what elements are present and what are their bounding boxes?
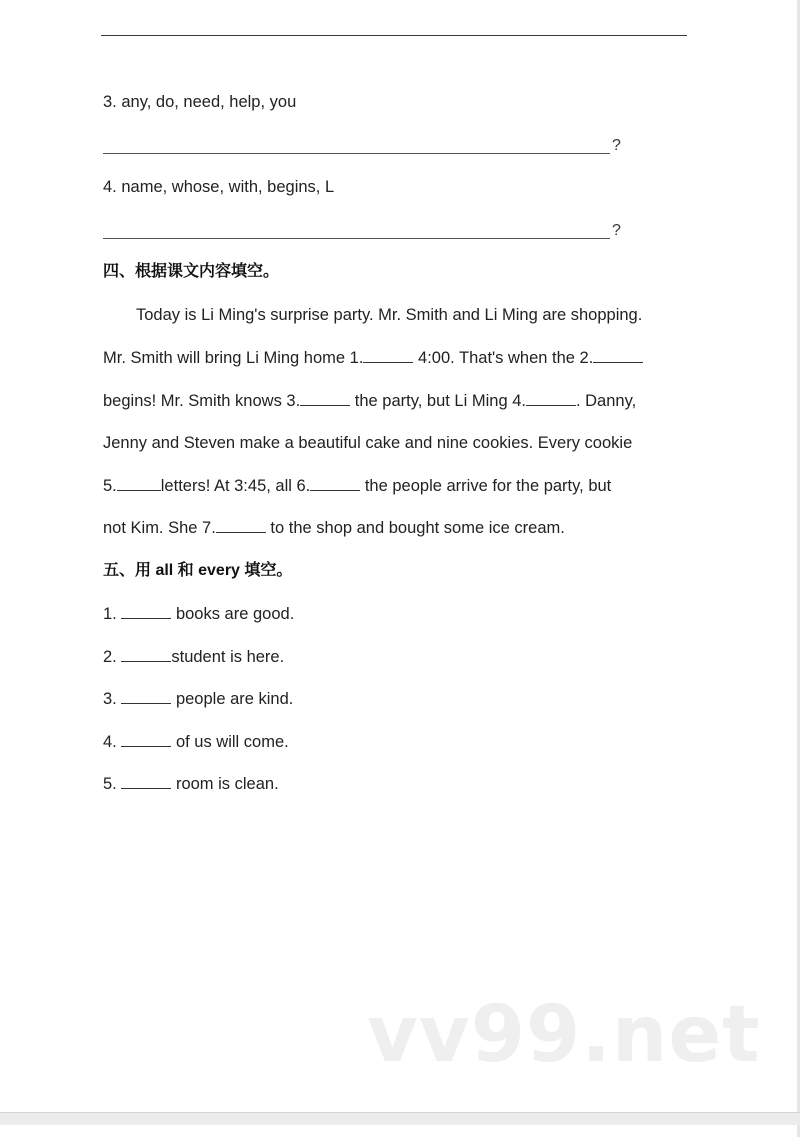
blank-all-every-1[interactable] xyxy=(121,604,171,619)
item-text: people are kind. xyxy=(171,690,294,708)
question-3-answer[interactable] xyxy=(103,135,623,155)
question-mark: ? xyxy=(612,222,621,239)
next-page-top xyxy=(0,1125,800,1137)
question-4-answer[interactable] xyxy=(103,220,623,240)
section-5-heading: 五、用 all 和 every 填空。 xyxy=(103,562,293,579)
passage-text: 4:00. That's when the 2. xyxy=(413,349,594,367)
question-mark: ? xyxy=(612,137,621,154)
item-text: books are good. xyxy=(171,605,295,623)
blank-4[interactable] xyxy=(526,391,576,406)
passage-text: not Kim. She 7. xyxy=(103,519,216,537)
blank-all-every-4[interactable] xyxy=(121,732,171,747)
watermark-text: vv99.net xyxy=(367,990,761,1080)
passage-text: 5. xyxy=(103,477,117,495)
passage-text: the people arrive for the party, but xyxy=(360,477,612,495)
item-number: 3. xyxy=(103,690,122,708)
blank-all-every-5[interactable] xyxy=(121,774,171,789)
passage-text: Jenny and Steven make a beautiful cake and nine cookies. Every cookie xyxy=(103,434,633,452)
blank-3[interactable] xyxy=(300,391,350,406)
passage-text: letters! At 3:45, all 6. xyxy=(160,477,311,495)
answer-line-previous xyxy=(101,35,687,36)
item-text: room is clean. xyxy=(171,775,279,793)
passage-line-1 xyxy=(136,305,642,325)
question-3-words: 3. any, do, need, help, you xyxy=(103,93,297,111)
item-number: 5. xyxy=(103,775,122,793)
passage-line-6 xyxy=(103,518,565,538)
passage-text: Mr. Smith will bring Li Ming home 1. xyxy=(103,349,364,367)
question-4-words: 4. name, whose, with, begins, L xyxy=(103,178,335,196)
section-5-item-2 xyxy=(103,647,284,667)
passage-text: begins! Mr. Smith knows 3. xyxy=(103,392,301,410)
item-text: of us will come. xyxy=(171,733,289,751)
section-5-item-4 xyxy=(103,732,289,752)
item-number: 2. xyxy=(103,648,122,666)
passage-line-2 xyxy=(103,348,643,368)
blank-2[interactable] xyxy=(593,348,643,363)
item-number: 1. xyxy=(103,605,122,623)
blank-all-every-3[interactable] xyxy=(121,689,171,704)
page-separator xyxy=(0,1112,800,1126)
blank-1[interactable] xyxy=(363,348,413,363)
blank-5[interactable] xyxy=(117,476,161,491)
section-5-item-1 xyxy=(103,604,294,624)
blank-all-every-2[interactable] xyxy=(121,647,171,662)
passage-line-5 xyxy=(103,476,611,496)
blank-7[interactable] xyxy=(216,518,266,533)
item-number: 4. xyxy=(103,733,122,751)
answer-line xyxy=(103,238,610,239)
passage-text: . Danny, xyxy=(575,392,637,410)
section-5-item-5 xyxy=(103,774,279,794)
passage-line-4 xyxy=(103,433,632,453)
item-text: student is here. xyxy=(171,648,285,666)
passage-line-3 xyxy=(103,391,636,411)
answer-line xyxy=(103,153,610,154)
question-3-prompt xyxy=(103,92,296,112)
passage-text: to the shop and bought some ice cream. xyxy=(265,519,565,537)
blank-6[interactable] xyxy=(310,476,360,491)
passage-text: Today is Li Ming's surprise party. Mr. Smith and Li Ming are shopping. xyxy=(136,306,643,324)
section-4-heading: 四、根据课文内容填空。 xyxy=(103,263,280,280)
question-4-prompt xyxy=(103,177,334,197)
section-5-item-3 xyxy=(103,689,293,709)
passage-text: the party, but Li Ming 4. xyxy=(350,392,526,410)
